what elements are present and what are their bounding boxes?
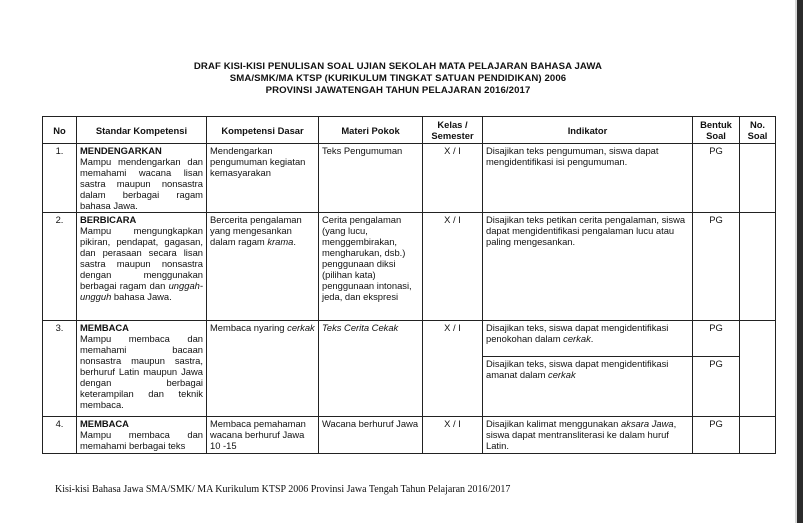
- title-line-1: DRAF KISI-KISI PENULISAN SOAL UJIAN SEKOLAH MATA PELAJARAN BAHASA JAWA: [193, 61, 603, 72]
- sk-title: BERBICARA: [80, 214, 137, 225]
- row-kelas: X / I: [423, 417, 483, 454]
- table-row: [43, 144, 776, 213]
- header-bentuk-soal: [693, 117, 740, 144]
- row-materi-pokok: Teks Pengumuman: [319, 144, 423, 213]
- indikator-a: [483, 321, 692, 357]
- row-no-soal: [740, 417, 776, 454]
- table-row: [43, 213, 776, 321]
- row-kelas: X / I: [423, 213, 483, 321]
- table-row: [43, 321, 776, 417]
- row-indikator: Disajikan teks petikan cerita pengalaman, siswa dapat mengidentifikasi pengalaman lucu atau paling mengesankan.: [483, 213, 693, 321]
- mp-italic: Teks Cerita Cekak: [322, 322, 399, 333]
- bentuk-a: PG: [693, 321, 739, 357]
- row-no: 4.: [43, 417, 77, 454]
- header-bentuk-soal-2: Soal: [706, 130, 726, 141]
- row-kelas: X / I: [423, 144, 483, 213]
- header-bentuk: Bentuk: [700, 119, 732, 130]
- indikator-a-part-2: .: [590, 333, 594, 344]
- indikator-a-italic: cerkak: [563, 333, 591, 344]
- row-no-soal: [740, 321, 776, 417]
- indikator-b-italic: cerkak: [548, 369, 576, 380]
- row-bentuk-soal: PG: [693, 144, 740, 213]
- bentuk-b: PG: [709, 358, 723, 369]
- row-materi-pokok: Cerita pengalaman (yang lucu, menggembirakan, mengharukan, dsb.) penggunaan diksi (pilihan kata) penggunaan intonasi, jeda, dan ekspresi: [319, 213, 423, 321]
- header-no-soal-1: No.: [749, 119, 766, 130]
- row-no: 2.: [43, 213, 77, 321]
- row-standar-kompetensi: [77, 321, 207, 417]
- header-no-soal-2: Soal: [747, 130, 768, 141]
- kd-part-1: Membaca nyaring: [210, 322, 288, 333]
- row-standar-kompetensi: [77, 144, 207, 213]
- kd-part-1: Bercerita pengalaman yang mengesankan dalam ragam: [210, 214, 302, 247]
- sk-text-italic: unggah-ungguh: [80, 280, 203, 302]
- row-standar-kompetensi: [77, 213, 207, 321]
- title-line-3: PROVINSI JAWATENGAH TAHUN PELAJARAN 2016/2017: [265, 85, 531, 96]
- header-no: No: [43, 117, 77, 144]
- kd-italic: krama: [267, 236, 294, 247]
- header-materi-pokok: Materi Pokok: [319, 117, 423, 144]
- row-materi-pokok: [319, 321, 423, 417]
- sk-text: Mampu membaca dan memahami bacaan nonsastra maupun sastra, berhuruf Latin maupun Jawa dengan berbagai keterampilan dan teknik membaca.: [80, 333, 203, 410]
- window-edge: [797, 0, 803, 523]
- row-kompetensi-dasar: [207, 213, 319, 321]
- sk-text-part-2: bahasa Jawa.: [111, 291, 172, 302]
- row-standar-kompetensi: [77, 417, 207, 454]
- indikator-a-part-1: Disajikan teks, siswa dapat mengidentifikasi penokohan dalam: [486, 322, 669, 344]
- indikator-italic: aksara Jawa: [620, 418, 674, 429]
- row-kompetensi-dasar: Mendengarkan pengumuman kegiatan kemasyarakan: [207, 144, 319, 213]
- row-no: 1.: [43, 144, 77, 213]
- sk-title: MENDENGARKAN: [80, 145, 162, 156]
- table-row: [43, 417, 776, 454]
- row-bentuk-soal: PG: [693, 213, 740, 321]
- row-indikator: [483, 417, 693, 454]
- row-no-soal: [740, 144, 776, 213]
- sk-title: MEMBACA: [80, 322, 129, 333]
- page-footer: Kisi-kisi Bahasa Jawa SMA/SMK/ MA Kurikulum KTSP 2006 Provinsi Jawa Tengah Tahun Pelajaran 2016/2017: [55, 484, 511, 495]
- indikator-part-2: , siswa dapat mentransliterasi ke dalam huruf Latin.: [486, 418, 677, 451]
- sk-text-part-1: Mampu mengungkapkan pikiran, pendapat, gagasan, dan perasaan secara lisan sastra maupun nonsastra dengan menggunakan berbagai ragam dan: [80, 225, 203, 291]
- header-standar-kompetensi: Standar Kompetensi: [77, 117, 207, 144]
- kd-italic: cerkak: [287, 322, 315, 333]
- sk-title: MEMBACA: [80, 418, 129, 429]
- title-line-2: SMA/SMK/MA KTSP (KURIKULUM TINGKAT SATUAN PENDIDIKAN) 2006: [229, 73, 567, 84]
- row-kompetensi-dasar: [207, 321, 319, 417]
- indikator-part-1: Disajikan kalimat menggunakan: [486, 418, 621, 429]
- kisi-kisi-table: [42, 116, 776, 454]
- row-indikator: [483, 321, 693, 417]
- row-bentuk-soal: PG: [693, 417, 740, 454]
- row-no: 3.: [43, 321, 77, 417]
- header-row: [43, 117, 776, 144]
- sk-text: Mampu mendengarkan dan memahami wacana lisan sastra maupun nonsastra dalam berbagai ragam bahasa Jawa.: [80, 156, 203, 211]
- row-materi-pokok: Wacana berhuruf Jawa: [319, 417, 423, 454]
- row-indikator: Disajikan teks pengumuman, siswa dapat mengidentifikasi isi pengumuman.: [483, 144, 693, 213]
- header-kelas-semester: [423, 117, 483, 144]
- kd-part-2: .: [293, 236, 296, 247]
- document-title: [0, 61, 796, 97]
- row-bentuk-soal: [693, 321, 740, 417]
- sk-text: Mampu membaca dan memahami berbagai teks: [80, 429, 203, 451]
- sk-text: [80, 225, 203, 302]
- indikator-b: [483, 357, 692, 381]
- header-indikator: Indikator: [483, 117, 693, 144]
- header-semester: Semester: [431, 130, 474, 141]
- header-kelas: Kelas /: [437, 119, 468, 130]
- header-kompetensi-dasar: Kompetensi Dasar: [207, 117, 319, 144]
- header-no-soal: [740, 117, 776, 144]
- row-kompetensi-dasar: Membaca pemahaman wacana berhuruf Jawa 10 -15: [207, 417, 319, 454]
- indikator-b-part-1: Disajikan teks, siswa dapat mengidentifikasi amanat dalam: [486, 358, 669, 380]
- row-no-soal: [740, 213, 776, 321]
- row-kelas: X / I: [423, 321, 483, 417]
